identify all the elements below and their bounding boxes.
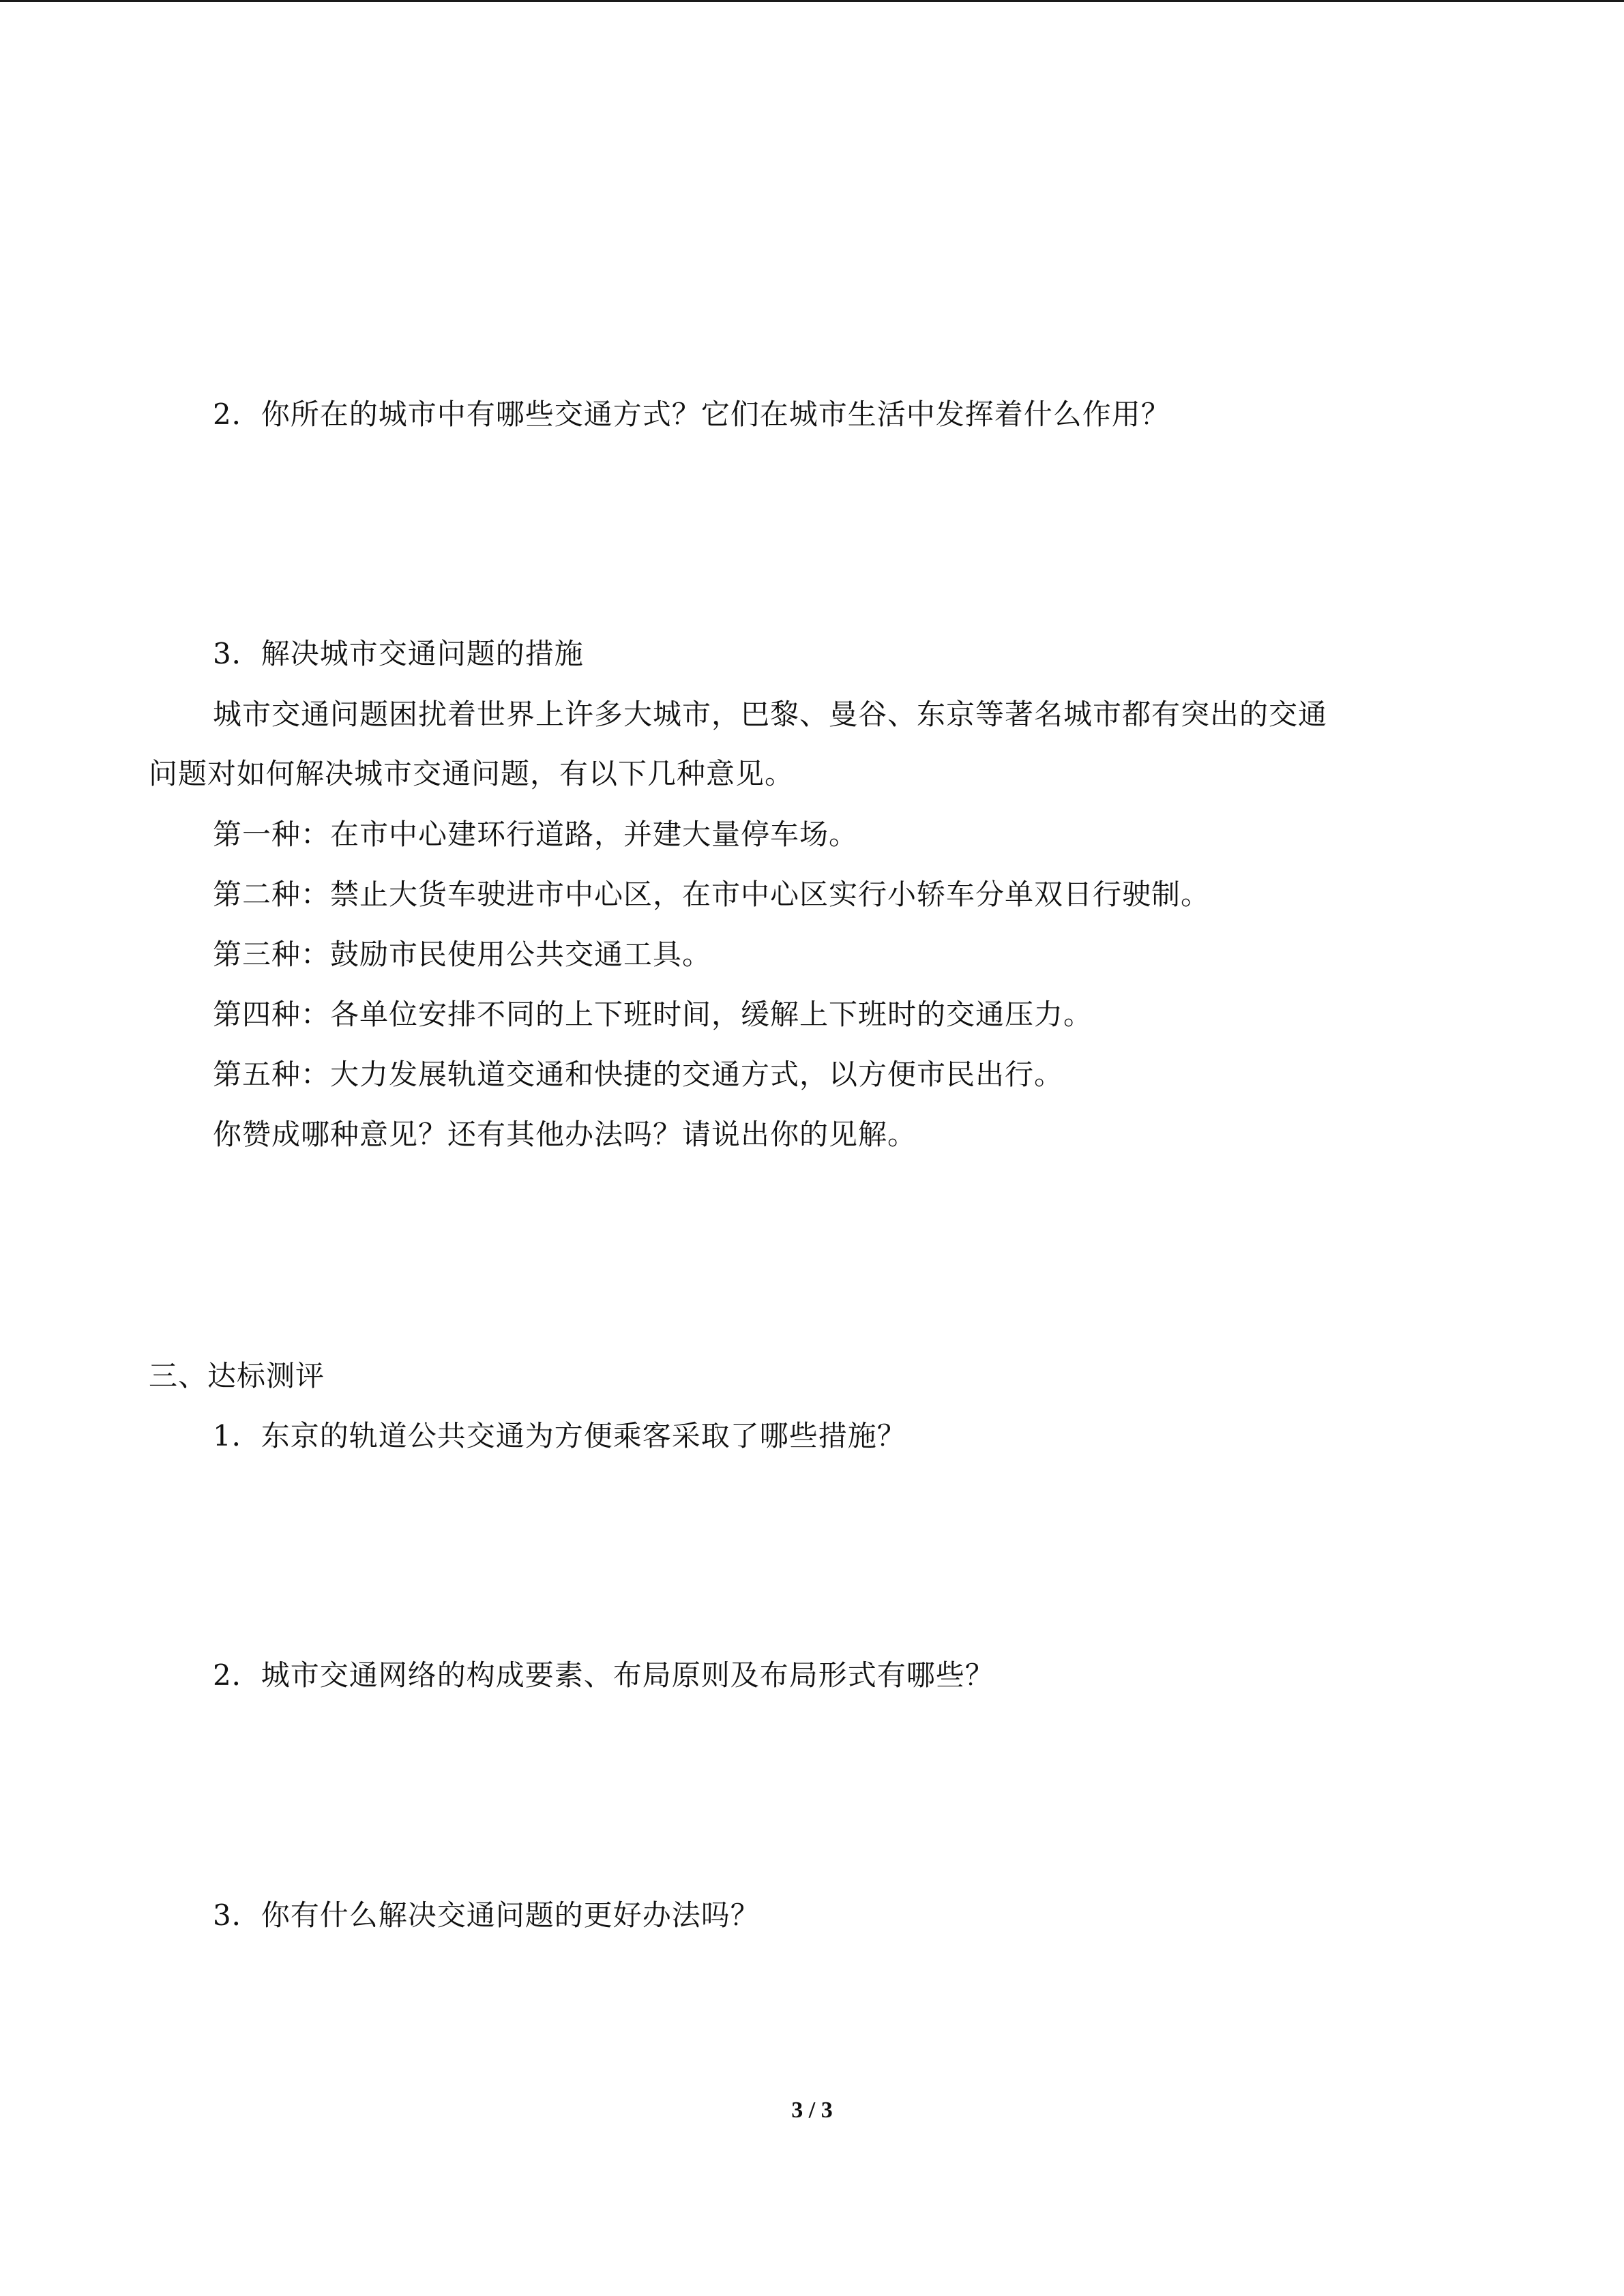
opinion-4: 第四种：各单位安排不同的上下班时间，缓解上下班时的交通压力。 bbox=[213, 998, 1093, 1031]
opinion-prompt: 你赞成哪种意见？还有其他办法吗？请说出你的见解。 bbox=[213, 1118, 917, 1151]
page-number: 3 / 3 bbox=[791, 2098, 833, 2123]
paragraph-line-2: 问题对如何解决城市交通问题，有以下几种意见。 bbox=[149, 757, 795, 790]
assessment-question-1: 1．东京的轨道公共交通为方便乘客采取了哪些措施？ bbox=[213, 1419, 906, 1452]
section-3-heading: 三、达标测评 bbox=[149, 1359, 325, 1392]
assessment-question-3: 3．你有什么解决交通问题的更好办法吗？ bbox=[213, 1898, 760, 1932]
opinion-5: 第五种：大力发展轨道交通和快捷的交通方式，以方便市民出行。 bbox=[213, 1058, 1064, 1091]
opinion-3: 第三种：鼓励市民使用公共交通工具。 bbox=[213, 938, 712, 971]
top-border-line bbox=[0, 0, 1624, 2]
question-3-heading: 3．解决城市交通问题的措施 bbox=[213, 637, 584, 670]
assessment-question-2: 2．城市交通网络的构成要素、布局原则及布局形式有哪些？ bbox=[213, 1658, 994, 1692]
opinion-2: 第二种：禁止大货车驶进市中心区，在市中心区实行小轿车分单双日行驶制。 bbox=[213, 878, 1211, 911]
question-2-transport-modes: 2．你所在的城市中有哪些交通方式？它们在城市生活中发挥着什么作用？ bbox=[213, 398, 1170, 431]
opinion-1: 第一种：在市中心建环行道路，并建大量停车场。 bbox=[213, 818, 859, 851]
paragraph-line-1: 城市交通问题困扰着世界上许多大城市，巴黎、曼谷、东京等著名城市都有突出的交通 bbox=[213, 698, 1328, 731]
